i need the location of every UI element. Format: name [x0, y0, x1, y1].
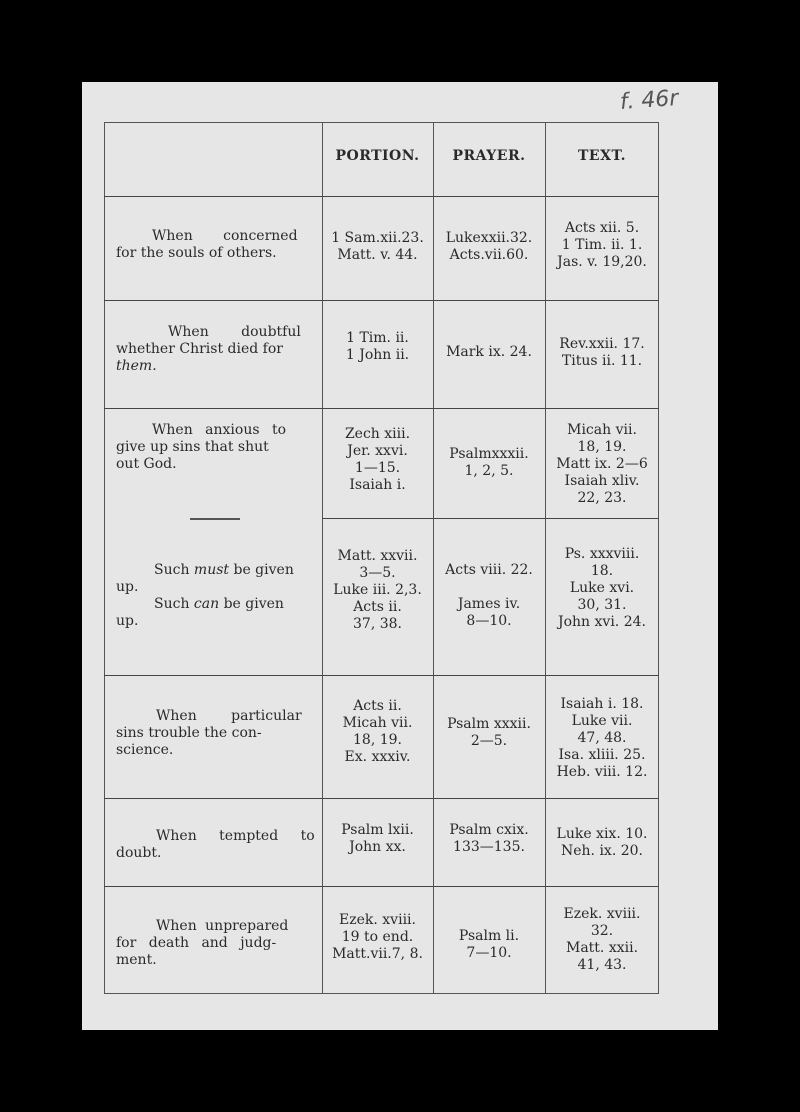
emphasis-word: can	[193, 596, 220, 612]
folio-mark: f. 46r	[619, 85, 680, 116]
prayer-cell: Acts viii. 22. James iv. 8—10.	[445, 562, 533, 629]
occasion-cell: Such must be given up. Such can be given up.	[116, 562, 294, 629]
row-divider	[322, 518, 659, 519]
header-text: TEXT.	[578, 148, 626, 164]
row-divider	[104, 300, 659, 301]
occasion-cell: When doubtful whether Christ died for them.	[116, 324, 301, 374]
text-cell: Ezek. xviii. 32. Matt. xxii. 41, 43.	[563, 906, 641, 973]
occasion-cell: When concerned for the souls of others.	[116, 228, 298, 261]
text-cell: Ps. xxxviii. 18. Luke xvi. 30, 31. John xvi. 24.	[558, 546, 646, 630]
occasion-cell: When unprepared for death and judg- ment.	[116, 918, 289, 968]
portion-cell: 1 Sam.xii.23. Matt. v. 44.	[331, 230, 424, 263]
portion-cell: Zech xiii. Jer. xxvi. 1—15. Isaiah i.	[344, 426, 411, 493]
row-divider	[104, 408, 659, 409]
occasion-cell: When tempted to doubt.	[116, 828, 315, 861]
prayer-cell: Psalm cxix. 133—135.	[449, 822, 529, 855]
header-prayer: PRAYER.	[452, 148, 526, 164]
row-divider	[104, 675, 659, 676]
prayer-cell: Lukexxii.32. Acts.vii.60.	[445, 230, 533, 263]
occasion-cell: When anxious to give up sins that shut out God.	[116, 422, 287, 472]
occasion-cell: When particular sins trouble the con- science.	[116, 708, 302, 758]
text-cell: Rev.xxii. 17. Titus ii. 11.	[559, 336, 645, 369]
portion-cell: 1 Tim. ii. 1 John ii.	[345, 330, 410, 363]
emphasis-word: must	[193, 562, 230, 578]
row-divider	[104, 798, 659, 799]
prayer-cell: Psalm xxxii. 2—5.	[447, 716, 531, 749]
row-divider	[104, 196, 659, 197]
text-cell: Acts xii. 5. 1 Tim. ii. 1. Jas. v. 19,20.	[557, 220, 647, 270]
portion-cell: Acts ii. Micah vii. 18, 19. Ex. xxxiv.	[342, 698, 413, 765]
text-cell: Micah vii. 18, 19. Matt ix. 2—6 Isaiah xliv. 22, 23.	[556, 422, 648, 506]
text-cell: Isaiah i. 18. Luke vii. 47, 48. Isa. xliii. 25. Heb. viii. 12.	[556, 696, 648, 780]
prayer-cell: Psalmxxxii. 1, 2, 5.	[449, 446, 529, 479]
row-divider	[104, 886, 659, 887]
header-portion: PORTION.	[335, 148, 420, 164]
prayer-cell: Mark ix. 24.	[446, 344, 532, 360]
prayer-cell: Psalm li. 7—10.	[458, 928, 520, 961]
portion-cell: Ezek. xviii. 19 to end. Matt.vii.7, 8.	[332, 912, 423, 962]
text-cell: Luke xix. 10. Neh. ix. 20.	[556, 826, 648, 859]
portion-cell: Matt. xxvii. 3—5. Luke iii. 2,3. Acts ii. 37, 38.	[333, 548, 422, 632]
portion-cell: Psalm lxii. John xx.	[341, 822, 414, 855]
section-dash	[190, 518, 240, 520]
